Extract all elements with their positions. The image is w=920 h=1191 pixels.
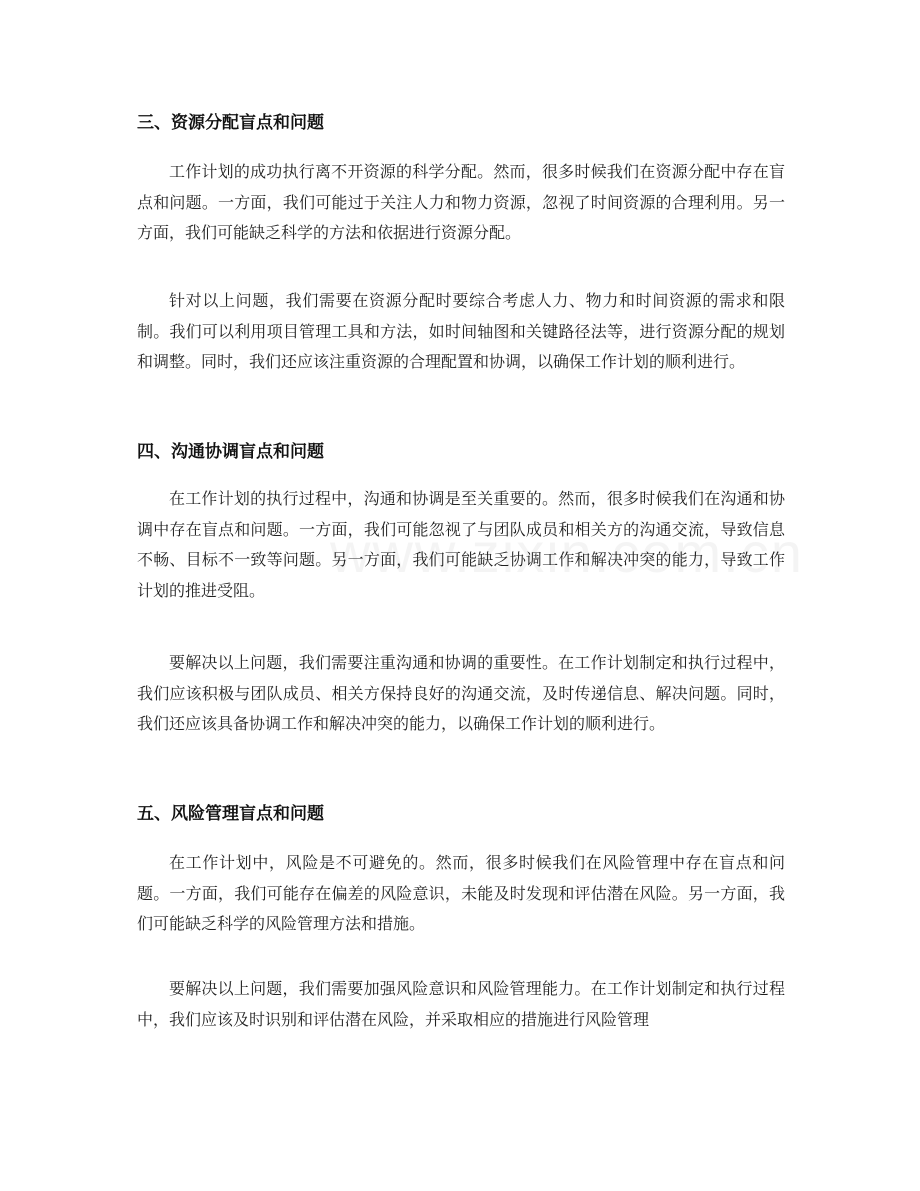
section-heading-communication: 四、沟通协调盲点和问题 [137,442,324,462]
section-heading-risk-management: 五、风险管理盲点和问题 [137,804,324,824]
paragraph-resource-2: 针对以上问题，我们需要在资源分配时要综合考虑人力、物力和时间资源的需求和限制。我们可以利用项目管理工具和方法，如时间轴图和关键路径法等，进行资源分配的规划和调整。同时，我们还应该注重资源的合理配置和协调，以确保工作计划的顺利进行。 [137,291,785,371]
paragraph-communication-2: 要解决以上问题，我们需要注重沟通和协调的重要性。在工作计划制定和执行过程中，我们应该积极与团队成员、相关方保持良好的沟通交流，及时传递信息、解决问题。同时，我们还应该具备协调工作和解决冲突的能力，以确保工作计划的顺利进行。 [137,653,785,733]
paragraph-communication-1: 在工作计划的执行过程中，沟通和协调是至关重要的。然而，很多时候我们在沟通和协调中存在盲点和问题。一方面，我们可能忽视了与团队成员和相关方的沟通交流，导致信息不畅、目标不一致等问题。另一方面，我们可能缺乏协调工作和解决冲突的能力，导致工作计划的推进受阻。 [137,489,785,600]
section-heading-resource-allocation: 三、资源分配盲点和问题 [137,113,324,133]
paragraph-risk-2: 要解决以上问题，我们需要加强风险意识和风险管理能力。在工作计划制定和执行过程中，我们应该及时识别和评估潜在风险，并采取相应的措施进行风险管理 [137,979,785,1029]
paragraph-risk-1: 在工作计划中，风险是不可避免的。然而，很多时候我们在风险管理中存在盲点和问题。一方面，我们可能存在偏差的风险意识，未能及时发现和评估潜在风险。另一方面，我们可能缺乏科学的风险管理方法和措施。 [137,853,785,933]
paragraph-resource-1: 工作计划的成功执行离不开资源的科学分配。然而，很多时候我们在资源分配中存在盲点和问题。一方面，我们可能过于关注人力和物力资源，忽视了时间资源的合理利用。另一方面，我们可能缺乏科学的方法和依据进行资源分配。 [137,162,785,242]
